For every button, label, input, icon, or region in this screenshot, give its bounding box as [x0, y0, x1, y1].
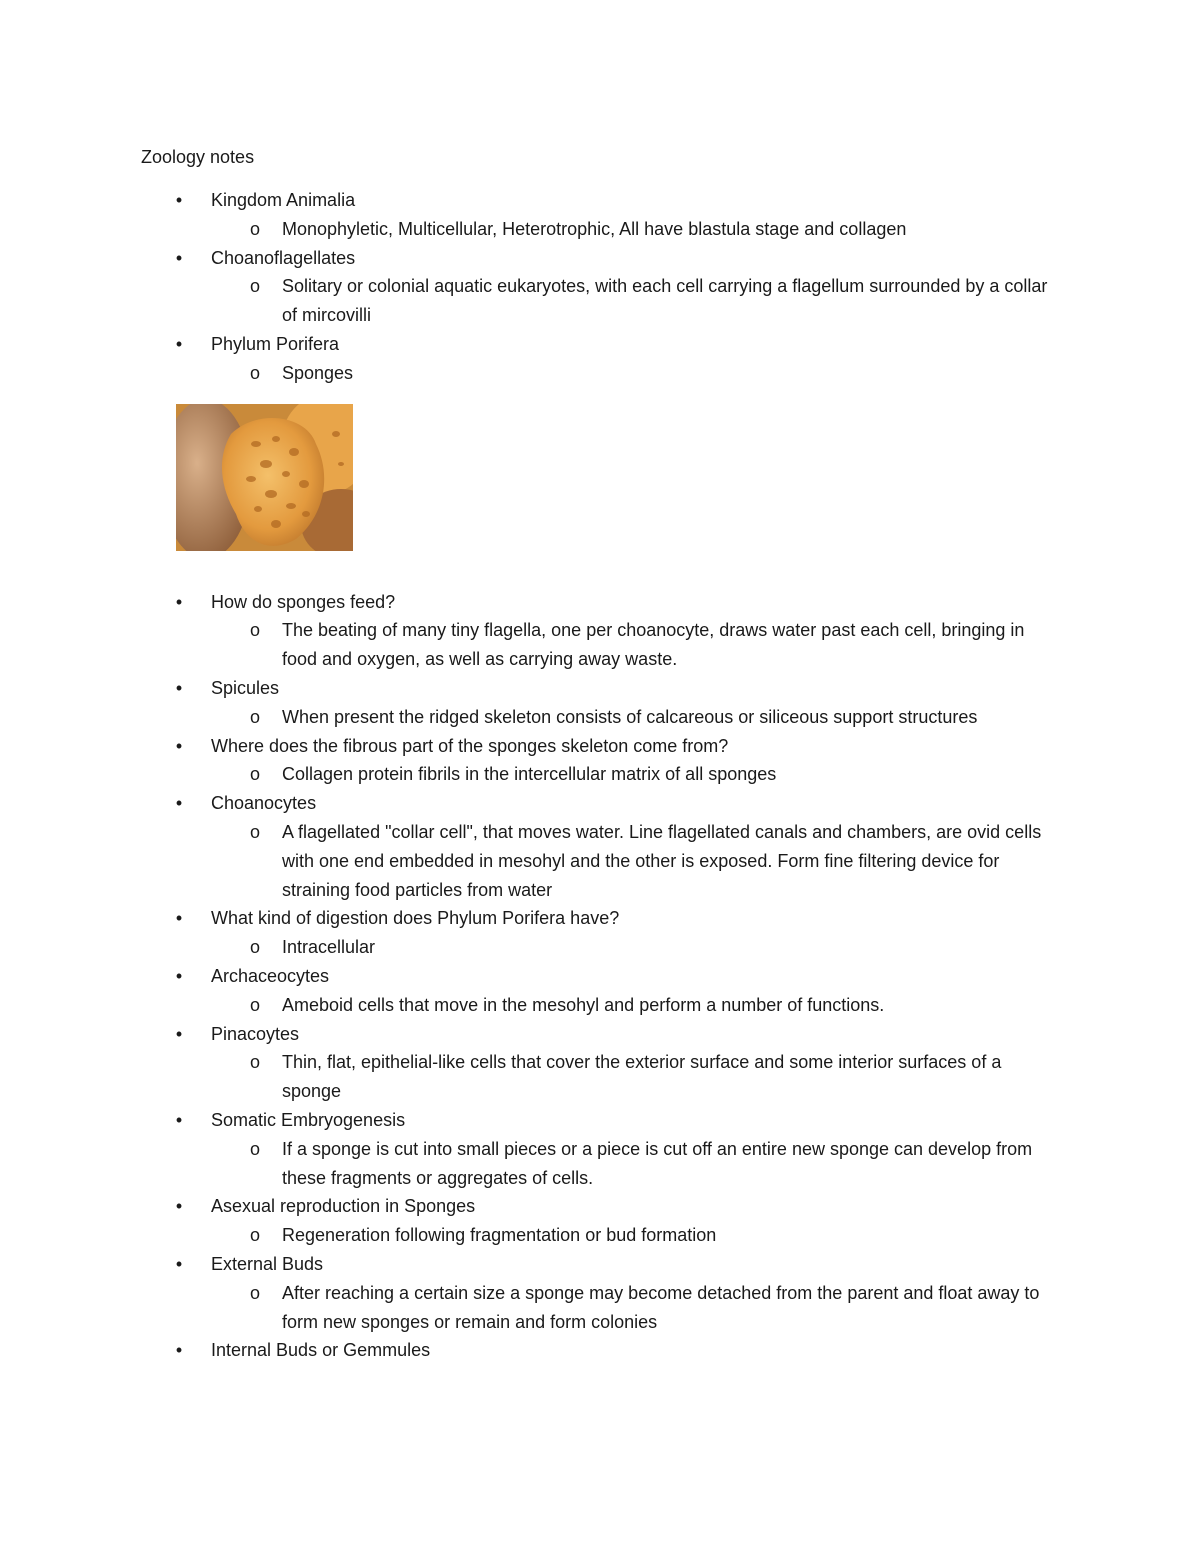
list-item: [0, 1336, 1200, 1365]
bullet-marker: •: [175, 591, 183, 612]
sub-list-item: [0, 359, 1200, 388]
sub-bullet-marker: o: [249, 821, 260, 842]
sub-bullet-marker: o: [249, 994, 260, 1015]
sub-list-item: [0, 272, 1200, 330]
sub-list-item: [0, 215, 1200, 244]
sub-item-text: A flagellated "collar cell", that moves water. Line flagellated canals and chambers, are ovid cells with one end embedded in mesohyl and the other is exposed. Form fine filtering device for straining food particles from water: [282, 821, 1042, 900]
sub-bullet-marker: o: [249, 706, 260, 727]
bullet-marker: •: [175, 1109, 183, 1130]
list-item: [0, 732, 1200, 761]
list-item: [0, 789, 1200, 818]
image-block: [0, 388, 1200, 588]
sub-list-item: [0, 1135, 1200, 1193]
list-item: [0, 1192, 1200, 1221]
item-label: Spicules: [211, 677, 280, 698]
document-title: Zoology notes: [141, 147, 255, 167]
item-label: Where does the fibrous part of the sponges skeleton come from?: [211, 735, 729, 756]
sub-list-item: [0, 760, 1200, 789]
sub-list-item: [0, 1048, 1200, 1106]
sub-bullet-marker: o: [249, 1138, 260, 1159]
bullet-marker: •: [175, 190, 183, 210]
sub-bullet-marker: o: [249, 1225, 260, 1246]
sub-item-text: If a sponge is cut into small pieces or a piece is cut off an entire new sponge can develop from these fragments or aggregates of cells.: [282, 1138, 1033, 1188]
sub-item-text: Thin, flat, epithelial-like cells that cover the exterior surface and some interior surfaces of a sponge: [282, 1052, 1002, 1102]
item-label: How do sponges feed?: [211, 591, 396, 612]
list-item: [0, 1020, 1200, 1049]
bullet-marker: •: [175, 247, 183, 268]
sub-list-item: [0, 616, 1200, 674]
sub-list-item: [0, 1279, 1200, 1337]
item-label: What kind of digestion does Phylum Porifera have?: [211, 908, 620, 929]
sub-item-text: Collagen protein fibrils in the intercellular matrix of all sponges: [282, 764, 777, 785]
sponge-photo: [176, 404, 353, 551]
sub-list-item: [0, 703, 1200, 732]
sub-bullet-marker: o: [249, 218, 260, 239]
sub-bullet-marker: o: [249, 620, 260, 641]
sub-bullet-marker: o: [249, 1052, 260, 1073]
item-label: Archaceocytes: [211, 965, 330, 986]
sub-list-item: [0, 933, 1200, 962]
item-label: External Buds: [211, 1253, 324, 1274]
bullet-marker: •: [175, 1340, 183, 1361]
bullet-marker: •: [175, 1253, 183, 1274]
list-item: [0, 1250, 1200, 1279]
item-label: Internal Buds or Gemmules: [211, 1340, 431, 1361]
bullet-marker: •: [175, 735, 183, 756]
sub-list-item: [0, 818, 1200, 904]
sub-bullet-marker: o: [249, 937, 260, 958]
item-label: Choanocytes: [211, 793, 317, 814]
item-label: Somatic Embryogenesis: [211, 1109, 406, 1130]
item-label: Phylum Porifera: [211, 333, 340, 354]
sub-bullet-marker: o: [249, 276, 260, 297]
item-label: Choanoflagellates: [211, 247, 356, 268]
sub-item-text: Monophyletic, Multicellular, Heterotrophic, All have blastula stage and collagen: [282, 218, 907, 239]
bullet-marker: •: [175, 1023, 183, 1044]
sub-item-text: When present the ridged skeleton consists of calcareous or siliceous support structures: [282, 706, 978, 727]
item-label: Pinacoytes: [211, 1023, 300, 1044]
sub-item-text: Ameboid cells that move in the mesohyl and perform a number of functions.: [282, 994, 885, 1015]
sub-bullet-marker: o: [249, 764, 260, 785]
notes-list: [0, 186, 1200, 1365]
list-item: [0, 962, 1200, 991]
sub-list-item: [0, 991, 1200, 1020]
sub-bullet-marker: o: [249, 362, 260, 383]
bullet-marker: •: [175, 793, 183, 814]
bullet-marker: •: [175, 677, 183, 698]
item-label: Kingdom Animalia: [211, 190, 356, 210]
sub-item-text: After reaching a certain size a sponge may become detached from the parent and float away to form new sponges or remain and form colonies: [282, 1282, 1040, 1332]
sub-bullet-marker: o: [249, 1282, 260, 1303]
sub-item-text: Sponges: [282, 362, 354, 383]
bullet-marker: •: [175, 908, 183, 929]
list-item: [0, 674, 1200, 703]
sponge-image: [176, 404, 353, 551]
bullet-marker: •: [175, 965, 183, 986]
list-item: [0, 588, 1200, 617]
list-item: [0, 904, 1200, 933]
sub-list-item: [0, 1221, 1200, 1250]
item-label: Asexual reproduction in Sponges: [211, 1196, 476, 1217]
list-item: [0, 186, 1200, 215]
sub-item-text: Intracellular: [282, 937, 376, 958]
sub-item-text: Regeneration following fragmentation or bud formation: [282, 1225, 717, 1246]
bullet-marker: •: [175, 333, 183, 354]
list-item: [0, 330, 1200, 359]
list-item: [0, 244, 1200, 273]
sub-item-text: The beating of many tiny flagella, one per choanocyte, draws water past each cell, bringing in food and oxygen, as well as carrying away waste.: [282, 620, 1025, 670]
sub-item-text: Solitary or colonial aquatic eukaryotes, with each cell carrying a flagellum surrounded by a collar of mircovilli: [282, 276, 1048, 326]
bullet-marker: •: [175, 1196, 183, 1217]
list-item: [0, 1106, 1200, 1135]
